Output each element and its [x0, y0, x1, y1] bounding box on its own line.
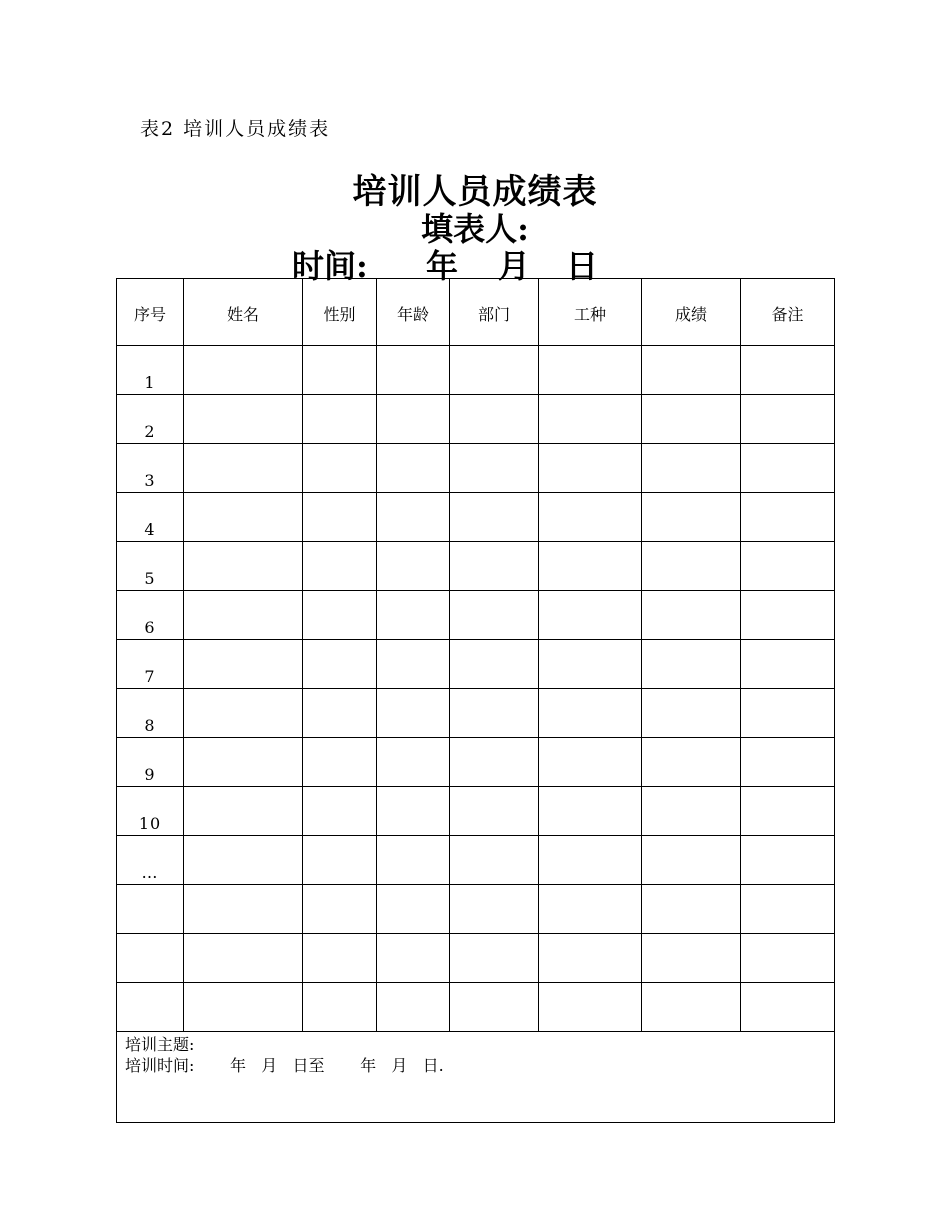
- cell-remarks[interactable]: [741, 346, 835, 395]
- cell-score[interactable]: [642, 983, 741, 1032]
- cell-name[interactable]: [184, 689, 303, 738]
- cell-name[interactable]: [184, 542, 303, 591]
- cell-department[interactable]: [450, 395, 539, 444]
- cell-name[interactable]: [184, 346, 303, 395]
- cell-score[interactable]: [642, 542, 741, 591]
- date-year: 年: [426, 247, 459, 285]
- cell-score[interactable]: [642, 346, 741, 395]
- cell-seq: 10: [117, 787, 184, 836]
- table-row: [117, 591, 835, 640]
- cell-name[interactable]: [184, 444, 303, 493]
- cell-name[interactable]: [184, 885, 303, 934]
- cell-gender[interactable]: [303, 395, 377, 444]
- cell-score[interactable]: [642, 395, 741, 444]
- table-row: [117, 493, 835, 542]
- cell-department[interactable]: [450, 346, 539, 395]
- cell-score[interactable]: [642, 738, 741, 787]
- cell-age[interactable]: [377, 640, 450, 689]
- cell-name[interactable]: [184, 738, 303, 787]
- cell-name[interactable]: [184, 640, 303, 689]
- cell-gender[interactable]: [303, 934, 377, 983]
- date-label: 时间:: [292, 247, 368, 285]
- cell-job-type[interactable]: [539, 738, 642, 787]
- table-caption: 表2 培训人员成绩表: [140, 118, 331, 140]
- cell-name[interactable]: [184, 493, 303, 542]
- cell-name[interactable]: [184, 591, 303, 640]
- table-row: [117, 738, 835, 787]
- cell-seq: 2: [117, 395, 184, 444]
- header-score: 成绩: [642, 279, 741, 346]
- cell-name[interactable]: [184, 787, 303, 836]
- cell-gender[interactable]: [303, 836, 377, 885]
- cell-seq: [117, 983, 184, 1032]
- cell-seq: 4: [117, 493, 184, 542]
- cell-name[interactable]: [184, 983, 303, 1032]
- cell-gender[interactable]: [303, 346, 377, 395]
- cell-seq: 9: [117, 738, 184, 787]
- header-gender: 性别: [303, 279, 377, 346]
- cell-department[interactable]: [450, 542, 539, 591]
- training-period: 培训时间: 年 月 日至 年 月 日.: [125, 1056, 444, 1075]
- cell-remarks[interactable]: [741, 689, 835, 738]
- cell-score[interactable]: [642, 934, 741, 983]
- cell-remarks[interactable]: [741, 542, 835, 591]
- cell-job-type[interactable]: [539, 836, 642, 885]
- cell-seq: 1: [117, 346, 184, 395]
- cell-gender[interactable]: [303, 885, 377, 934]
- training-topic: 培训主题:: [125, 1035, 195, 1054]
- cell-score[interactable]: [642, 836, 741, 885]
- cell-gender[interactable]: [303, 738, 377, 787]
- cell-age[interactable]: [377, 787, 450, 836]
- table-row: [117, 542, 835, 591]
- table-row: [117, 346, 835, 395]
- table-row: [117, 836, 835, 885]
- cell-age[interactable]: [377, 689, 450, 738]
- cell-gender[interactable]: [303, 444, 377, 493]
- cell-age[interactable]: [377, 444, 450, 493]
- cell-seq: 7: [117, 640, 184, 689]
- cell-remarks[interactable]: [741, 885, 835, 934]
- table-row: [117, 787, 835, 836]
- cell-remarks[interactable]: [741, 934, 835, 983]
- cell-gender[interactable]: [303, 983, 377, 1032]
- cell-gender[interactable]: [303, 591, 377, 640]
- cell-gender[interactable]: [303, 640, 377, 689]
- cell-score[interactable]: [642, 493, 741, 542]
- cell-department[interactable]: [450, 885, 539, 934]
- cell-gender[interactable]: [303, 787, 377, 836]
- cell-department[interactable]: [450, 934, 539, 983]
- cell-remarks[interactable]: [741, 493, 835, 542]
- footer-cell: [117, 1032, 835, 1123]
- cell-name[interactable]: [184, 836, 303, 885]
- cell-age[interactable]: [377, 934, 450, 983]
- table-row: [117, 934, 835, 983]
- cell-job-type[interactable]: [539, 591, 642, 640]
- cell-department[interactable]: [450, 493, 539, 542]
- cell-department[interactable]: [450, 738, 539, 787]
- cell-score[interactable]: [642, 787, 741, 836]
- cell-job-type[interactable]: [539, 934, 642, 983]
- cell-score[interactable]: [642, 689, 741, 738]
- cell-gender[interactable]: [303, 493, 377, 542]
- cell-job-type[interactable]: [539, 983, 642, 1032]
- cell-age[interactable]: [377, 885, 450, 934]
- cell-age[interactable]: [377, 395, 450, 444]
- cell-job-type[interactable]: [539, 346, 642, 395]
- header-remarks: 备注: [741, 279, 835, 346]
- cell-age[interactable]: [377, 836, 450, 885]
- table-row: [117, 395, 835, 444]
- cell-job-type[interactable]: [539, 640, 642, 689]
- cell-remarks[interactable]: [741, 640, 835, 689]
- cell-age[interactable]: [377, 591, 450, 640]
- cell-age[interactable]: [377, 346, 450, 395]
- cell-department[interactable]: [450, 444, 539, 493]
- cell-remarks[interactable]: [741, 395, 835, 444]
- cell-remarks[interactable]: [741, 787, 835, 836]
- cell-gender[interactable]: [303, 542, 377, 591]
- cell-seq: 3: [117, 444, 184, 493]
- date-day: 日: [566, 247, 599, 285]
- cell-score[interactable]: [642, 885, 741, 934]
- table-row: [117, 640, 835, 689]
- cell-score[interactable]: [642, 640, 741, 689]
- cell-age[interactable]: [377, 542, 450, 591]
- cell-department[interactable]: [450, 591, 539, 640]
- cell-remarks[interactable]: [741, 444, 835, 493]
- cell-job-type[interactable]: [539, 444, 642, 493]
- cell-job-type[interactable]: [539, 395, 642, 444]
- table-row: [117, 885, 835, 934]
- cell-score[interactable]: [642, 444, 741, 493]
- cell-seq: …: [117, 836, 184, 885]
- cell-department[interactable]: [450, 787, 539, 836]
- cell-job-type[interactable]: [539, 787, 642, 836]
- cell-job-type[interactable]: [539, 689, 642, 738]
- header-department: 部门: [450, 279, 539, 346]
- cell-age[interactable]: [377, 983, 450, 1032]
- cell-seq: [117, 934, 184, 983]
- table-row: [117, 689, 835, 738]
- cell-department[interactable]: [450, 983, 539, 1032]
- header-job-type: 工种: [539, 279, 642, 346]
- cell-job-type[interactable]: [539, 493, 642, 542]
- date-month: 月: [498, 247, 531, 285]
- header-age: 年龄: [377, 279, 450, 346]
- cell-department[interactable]: [450, 836, 539, 885]
- cell-name[interactable]: [184, 395, 303, 444]
- cell-seq: [117, 885, 184, 934]
- cell-gender[interactable]: [303, 689, 377, 738]
- cell-seq: 8: [117, 689, 184, 738]
- table-row: [117, 983, 835, 1032]
- cell-job-type[interactable]: [539, 542, 642, 591]
- cell-remarks[interactable]: [741, 836, 835, 885]
- cell-department[interactable]: [450, 640, 539, 689]
- cell-name[interactable]: [184, 934, 303, 983]
- page-title: 培训人员成绩表: [352, 172, 598, 212]
- header-name: 姓名: [184, 279, 303, 346]
- table-body: [117, 346, 835, 1123]
- cell-remarks[interactable]: [741, 738, 835, 787]
- cell-seq: 5: [117, 542, 184, 591]
- cell-job-type[interactable]: [539, 885, 642, 934]
- cell-age[interactable]: [377, 493, 450, 542]
- header-row: [117, 279, 835, 346]
- cell-seq: 6: [117, 591, 184, 640]
- cell-age[interactable]: [377, 738, 450, 787]
- header-seq: 序号: [117, 279, 184, 346]
- cell-score[interactable]: [642, 591, 741, 640]
- cell-remarks[interactable]: [741, 983, 835, 1032]
- filler-label: 填表人:: [421, 210, 529, 248]
- cell-department[interactable]: [450, 689, 539, 738]
- cell-remarks[interactable]: [741, 591, 835, 640]
- score-table: [116, 278, 835, 1123]
- table-row: [117, 444, 835, 493]
